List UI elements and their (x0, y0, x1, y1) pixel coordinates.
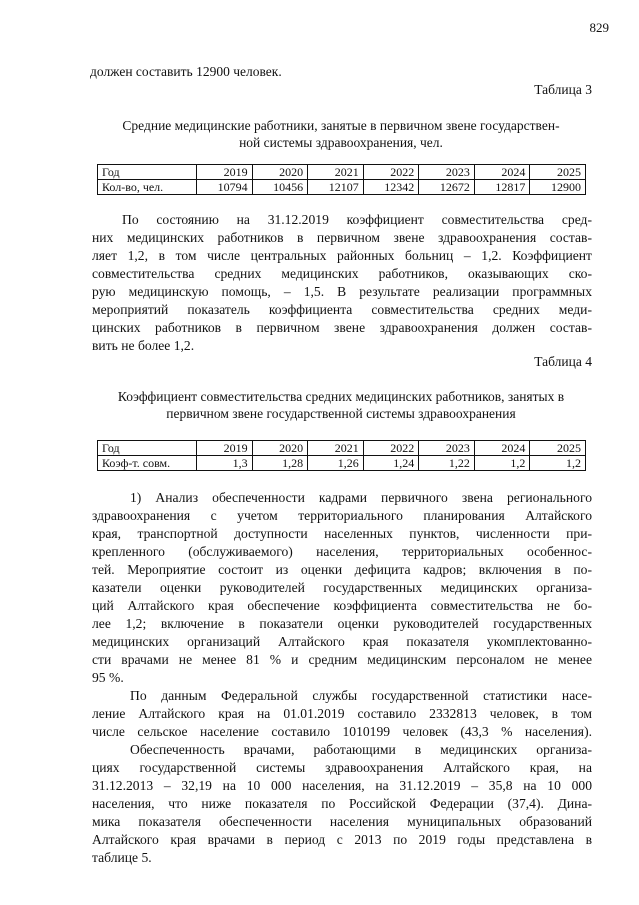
table-cell: 1,2 (474, 456, 530, 471)
top-line: должен составить 12900 человек. (90, 64, 282, 79)
table-cell: Коэф-т. совм. (98, 456, 197, 471)
table-cell: 10456 (252, 180, 308, 195)
text-line: По данным Федеральной службы государственной статистики насе- (130, 688, 592, 703)
text-line: них медицинских работников в первичном звене здравоохранения состав- (92, 230, 592, 245)
table4-caption: Таблица 4 (534, 354, 592, 369)
table4-title-line-2: первичном звене государственной системы здравоохранения (166, 406, 516, 421)
paragraph-2 (92, 489, 592, 687)
page-number: 829 (589, 20, 609, 35)
table-cell: Год (98, 165, 197, 180)
table3-caption: Таблица 3 (534, 82, 592, 97)
table3-title-line-2: ной системы здравоохранения, чел. (239, 135, 443, 150)
table-cell: 2020 (252, 441, 308, 456)
table4-title-line-1: Коэффициент совместительства средних медицинских работников, занятых в (117, 389, 565, 404)
text-line: ций Алтайского края обеспечение коэффициента совместительства не бо- (92, 598, 592, 613)
table3-title-line-1: Средние медицинские работники, занятые в первичном звене государствен- (122, 118, 560, 133)
table4-header-row (98, 441, 586, 456)
table-cell: 2025 (530, 441, 586, 456)
table-cell: 2024 (474, 441, 530, 456)
text-line: Алтайского края врачами в период с 2013 по 2019 годы представлена в (92, 832, 592, 847)
table3-data-row (98, 180, 586, 195)
text-line: крепленного (обслуживаемого) населения, территориальных особеннос- (92, 544, 592, 559)
table-cell: 2022 (363, 441, 419, 456)
text-line: 95 %. (92, 670, 124, 685)
table-cell: 2019 (197, 165, 253, 180)
text-line: вить не более 1,2. (92, 338, 195, 353)
paragraph-4 (92, 741, 592, 867)
table-cell: 12672 (419, 180, 475, 195)
text-line: По состоянию на 31.12.2019 коэффициент совместительства сред- (122, 212, 592, 227)
table-cell: 12817 (474, 180, 530, 195)
text-line: 31.12.2013 – 32,19 на 10 000 населения, на 31.12.2019 – 35,8 на 10 000 (92, 778, 592, 793)
table-cell: 1,24 (363, 456, 419, 471)
text-line: ление Алтайского края на 01.01.2019 составило 2332813 человек, в том (92, 706, 592, 721)
table-cell: 1,3 (197, 456, 253, 471)
text-line: совместительства средних медицинских работников, оказывающих ско- (92, 266, 592, 281)
table-cell: 2020 (252, 165, 308, 180)
table-cell: Год (98, 441, 197, 456)
table-cell: Кол-во, чел. (98, 180, 197, 195)
text-line: лее 1,2; включение в показатели оценки руководителей государственных (92, 616, 592, 631)
text-line: здравоохранения с учетом территориального планирования Алтайского (92, 508, 592, 523)
text-line: числе сельское население составило 1010199 человек (43,3 % населения). (92, 724, 592, 739)
text-line: сти врачами не менее 81 % и средним медицинским персоналом не менее (92, 652, 592, 667)
table-cell: 2023 (419, 165, 475, 180)
text-line: ляет 1,2, в том числе центральных районных больниц – 1,2. Коэффициент (92, 248, 592, 263)
text-line: края, транспортной доступности населенных пунктов, численности при- (92, 526, 592, 541)
table-cell: 2023 (419, 441, 475, 456)
table-cell: 2021 (308, 441, 364, 456)
table-cell: 10794 (197, 180, 253, 195)
text-line: 1) Анализ обеспеченности кадрами первичного звена регионального (130, 490, 592, 505)
paragraph-3 (92, 687, 592, 741)
text-line: мика показателя обеспеченности населения муниципальных образований (92, 814, 592, 829)
text-line: тей. Мероприятие состоит из оценки дефицита кадров; включения в по- (92, 562, 592, 577)
table-cell: 2024 (474, 165, 530, 180)
table4 (97, 440, 586, 471)
text-line: Обеспеченность врачами, работающими в медицинских организа- (130, 742, 592, 757)
table-cell: 12342 (363, 180, 419, 195)
text-line: казатели оценки руководителей государственных медицинских организа- (92, 580, 592, 595)
table-cell: 2019 (197, 441, 253, 456)
text-line: таблице 5. (92, 850, 152, 865)
text-line: циях государственной системы здравоохранения Алтайского края, на (92, 760, 592, 775)
table3-header-row (98, 165, 586, 180)
table-cell: 1,22 (419, 456, 475, 471)
table-cell: 2021 (308, 165, 364, 180)
table-cell: 2022 (363, 165, 419, 180)
table-cell: 12107 (308, 180, 364, 195)
text-line: рую медицинскую помощь, – 1,5. В результате реализации программных (92, 284, 592, 299)
table-cell: 1,28 (252, 456, 308, 471)
table-cell: 1,2 (530, 456, 586, 471)
table-cell: 12900 (530, 180, 586, 195)
text-line: населения, что ниже показателя по Российской Федерации (37,4). Дина- (92, 796, 592, 811)
paragraph-1 (92, 211, 592, 355)
text-line: цинских работников в первичном звене здравоохранения должен состав- (92, 320, 592, 335)
table4-data-row (98, 456, 586, 471)
table3 (97, 164, 586, 195)
table-cell: 1,26 (308, 456, 364, 471)
text-line: мероприятий показатель коэффициента совместительства средних меди- (92, 302, 592, 317)
text-line: медицинских организаций Алтайского края показателя укомплектованно- (92, 634, 592, 649)
table-cell: 2025 (530, 165, 586, 180)
